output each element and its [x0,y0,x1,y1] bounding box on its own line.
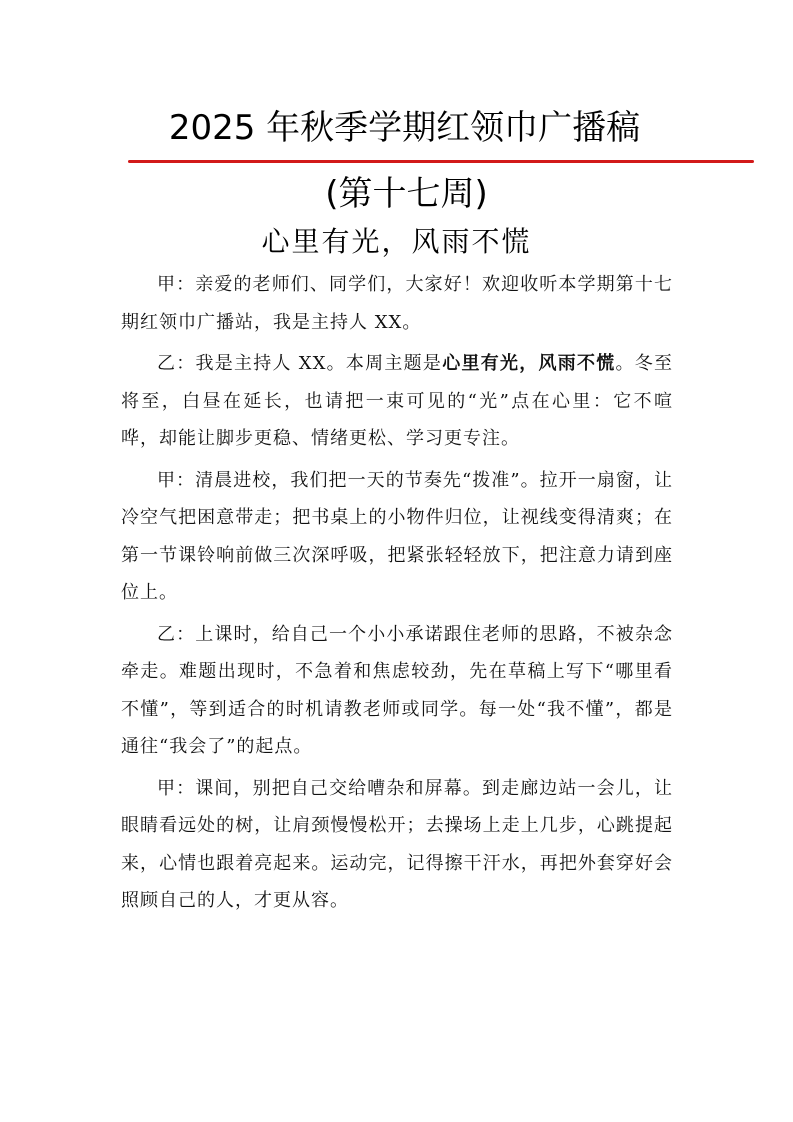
script-body [121,266,673,920]
red-divider [128,160,754,163]
paragraph-5 [121,770,673,920]
paragraph-text: 甲：亲爱的老师们、同学们，大家好！欢迎收听本学期第十七期红领巾广播站，我是主持人 XX。 [121,274,673,333]
theme-emphasis: 心里有光，风雨不慌 [442,353,616,374]
paragraph-1 [121,266,673,341]
paragraph-text: 。冬至将至，白昼在延长，也请把一束可见的“光”点在心里：它不喧哗，却能让脚步更稳、情绪更松、学习更专注。 [121,353,674,449]
paragraph-3 [121,462,673,612]
paragraph-text: 甲：清晨进校，我们把一天的节奏先“拨准”。拉开一扇窗，让冷空气把困意带走；把书桌上的小物件归位，让视线变得清爽；在第一节课铃响前做三次深呼吸，把紧张轻轻放下，把注意力请到座位上。 [121,469,673,603]
paragraph-text: 甲：课间，别把自己交给嘈杂和屏幕。到走廊边站一会儿，让眼睛看远处的树，让肩颈慢慢松开；去操场上走上几步，心跳提起来，心情也跟着亮起来。运动完，记得擦干汗水，再把外套穿好会照顾自己的人，才更从容。 [121,777,673,911]
paragraph-text: 乙：上课时，给自己一个小小承诺跟住老师的思路，不被杂念牵走。难题出现时，不急着和焦虑较劲，先在草稿上写下“哪里看不懂”，等到适合的时机请教老师或同学。每一处“我不懂”，都是通往“我会了”的起点。 [121,623,673,757]
paragraph-4 [121,616,673,766]
paragraph-text: 乙：我是主持人 XX。本周主题是 [157,353,443,374]
paragraph-2 [121,345,673,458]
document-title: 2025 年秋季学期红领巾广播稿 [168,108,641,148]
week-label: (第十七周) [325,174,488,214]
theme-subtitle: 心里有光，风雨不慌 [261,225,532,258]
